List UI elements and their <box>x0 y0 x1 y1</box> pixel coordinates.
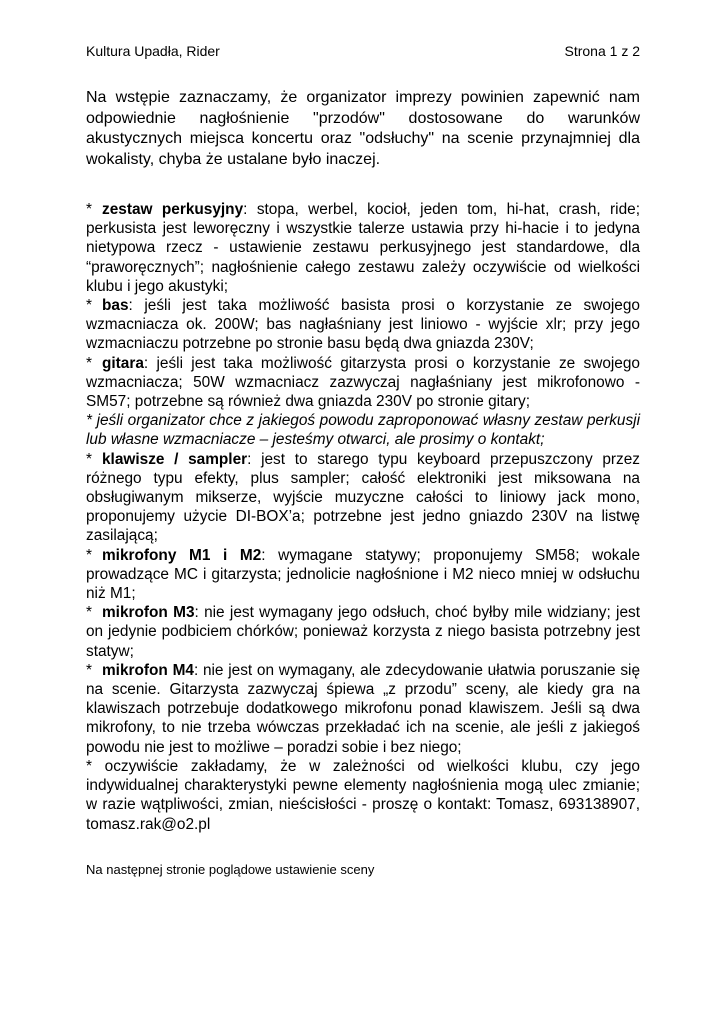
item-text: : stopa, werbel, kocioł, jeden tom, hi-hat, crash, ride; perkusista jest leworęczny i wszystkie talerze ustawia przy hi-hacie i to jedyna nietypowa rzecz - ustawienie zestawu perkusyjnego jest standardowe, dla “praworęcznych”; nagłośnienie całego zestawu zależy oczywiście od wielkości klubu i jego akustyki; <box>86 201 640 295</box>
item-bass <box>86 296 640 354</box>
bullet-marker: * <box>86 201 92 218</box>
bullet-marker: * <box>86 604 92 622</box>
item-text: : jeśli jest taka możliwość basista prosi o korzystanie ze swojego wzmacniacza ok. 200W; bas nagłaśniany jest liniowo - wyjście xlr; przy jego wzmacniaczu potrzebne po stronie basu będą dwa gniazda 230V; <box>86 297 640 353</box>
item-text: : jeśli jest taka możliwość gitarzysta prosi o korzystanie ze swojego wzmacniacza; 50W wzmacniacz zazwyczaj nagłaśniany jest mikrofonowo - SM57; potrzebne są również dwa gniazda 230V po stronie gitary; <box>86 354 640 411</box>
item-mics-m1-m2 <box>86 546 640 604</box>
page-number: Strona 1 z 2 <box>564 43 640 59</box>
document-title: Kultura Upadła, Rider <box>86 43 220 59</box>
item-term: mikrofon M4 <box>102 661 194 679</box>
bullet-marker: * <box>86 661 92 679</box>
bullet-marker: * <box>86 297 92 315</box>
item-term: gitara <box>102 354 144 372</box>
item-text: : nie jest wymagany jego odsłuch, choć byłby mile widziany; jest on jedynie podbiciem chórków; ponieważ korzysta z niego basista potrzebny jest statyw; <box>86 604 641 660</box>
next-page-note: Na następnej stronie poglądowe ustawienie sceny <box>86 862 375 877</box>
item-term: mikrofony M1 i M2 <box>102 546 262 564</box>
item-term: bas <box>102 297 129 315</box>
item-keys-sampler <box>86 450 640 546</box>
bullet-marker: * <box>86 546 92 564</box>
item-term: zestaw perkusyjny <box>102 201 244 218</box>
rider-items <box>86 200 640 834</box>
item-term: mikrofon M3 <box>102 604 195 622</box>
item-drums <box>86 200 640 296</box>
bullet-marker: * <box>86 354 92 372</box>
item-contact-note: * oczywiście zakładamy, że w zależności od wielkości klubu, czy jego indywidualnej charakterystyki pewne elementy nagłośnienia mogą ulec zmianie; w razie wątpliwości, zmian, nieścisłości - proszę o kontakt: Tomasz, 693138907, tomasz.rak@o2.pl <box>86 757 640 833</box>
item-mic-m3 <box>86 603 640 661</box>
item-guitar <box>86 354 640 412</box>
item-text: : nie jest on wymagany, ale zdecydowanie ułatwia poruszanie się na scenie. Gitarzysta zazwyczaj śpiewa „z przodu” sceny, ale kiedy gra na klawiszach potrzebuje dodatkowego mikrofonu ponad klawiszem. Jeśli są dwa mikrofony, to nie trzeba wówczas przekładać ich na scenie, ale jeśli z jakiegoś powodu nie jest to możliwe – poradzi sobie i bez niego; <box>86 661 641 756</box>
item-term: klawisze / sampler <box>102 450 248 468</box>
item-text: : wymagane statywy; proponujemy SM58; wokale prowadzące MC i gitarzysta; jednolicie nagłośnione i M2 nieco mniej w odsłuchu niż M1; <box>86 546 640 603</box>
item-note-own-equipment: * jeśli organizator chce z jakiegoś powodu zaproponować własny zestaw perkusji lub własne wzmacniacze – jesteśmy otwarci, ale prosimy o kontakt; <box>86 412 640 449</box>
item-mic-m4 <box>86 661 640 757</box>
intro-paragraph: Na wstępie zaznaczamy, że organizator imprezy powinien zapewnić nam odpowiednie nagłośnienie "przodów" dostosowane do warunków akustycznych miejsca koncertu oraz "odsłuchy" na scenie przynajmniej dla wokalisty, chyba że ustalane było inaczej. <box>86 89 640 168</box>
item-text: : jest to starego typu keyboard przepuszczony przez różnego typu efekty, plus sampler; całość elektroniki jest miksowana na obsługiwanym mikserze, wyjście muzyczne całości to liniowy jack mono, proponujemy użycie DI-BOX’a; potrzebne jest jedno gniazdo 230V na listwę zasilającą; <box>86 450 640 545</box>
bullet-marker: * <box>86 450 92 468</box>
